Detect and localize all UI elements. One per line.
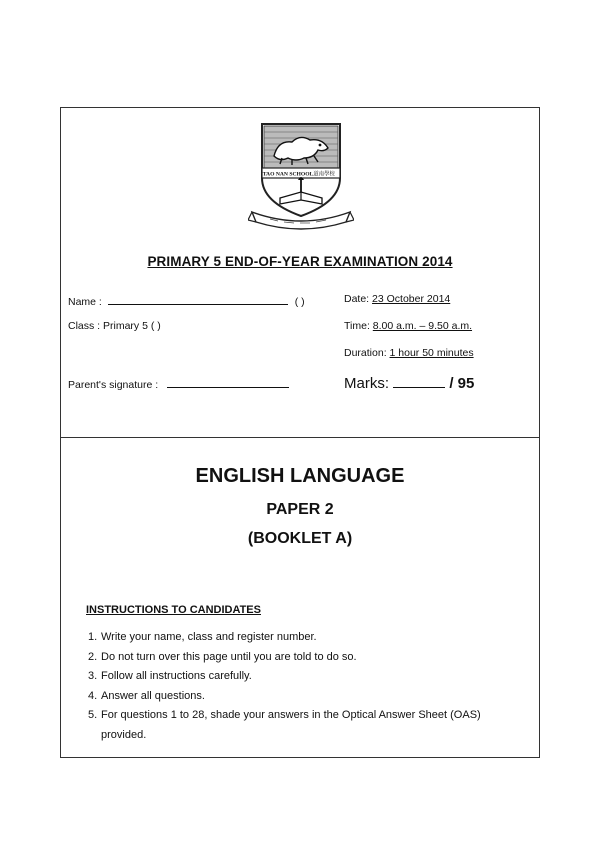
instruction-number: 4. bbox=[88, 689, 98, 702]
instruction-number: 3. bbox=[88, 670, 98, 682]
marks-field bbox=[344, 374, 474, 392]
duration-label: Duration: bbox=[344, 347, 387, 359]
marks-total: / 95 bbox=[449, 375, 475, 392]
instruction-text: For questions 1 to 28, shade your answers in the Optical Answer Sheet (OAS) provided. bbox=[101, 709, 481, 741]
instruction-item bbox=[88, 648, 518, 668]
booklet-label: (BOOKLET A) bbox=[247, 530, 353, 547]
instruction-item bbox=[88, 706, 518, 745]
time-label: Time: bbox=[344, 320, 370, 332]
class-label: Class : Primary 5 ( ) bbox=[68, 320, 161, 332]
exam-title: PRIMARY 5 END-OF-YEAR EXAMINATION 2014 bbox=[147, 254, 453, 269]
instructions-heading: INSTRUCTIONS TO CANDIDATES bbox=[86, 604, 261, 616]
crest-school-name: TAO NAN SCHOOL bbox=[262, 171, 314, 178]
marks-blank bbox=[393, 374, 445, 388]
register-number-parens: ( ) bbox=[294, 296, 305, 308]
instruction-item bbox=[88, 628, 518, 648]
duration-value: 1 hour 50 minutes bbox=[389, 347, 474, 359]
instruction-number: 2. bbox=[88, 650, 98, 663]
name-label: Name : bbox=[68, 296, 102, 308]
duration-field bbox=[344, 347, 474, 359]
date-label: Date: bbox=[344, 293, 370, 305]
instructions-list bbox=[88, 628, 518, 745]
class-field bbox=[68, 320, 161, 332]
parent-signature-label: Parent's signature : bbox=[68, 379, 159, 391]
instruction-number: 1. bbox=[88, 631, 98, 643]
instruction-item bbox=[88, 687, 518, 707]
name-field bbox=[68, 293, 305, 308]
instruction-text: Answer all questions. bbox=[101, 689, 205, 702]
date-value: 23 October 2014 bbox=[372, 293, 451, 305]
instruction-text: Follow all instructions carefully. bbox=[101, 670, 252, 682]
subject-title: ENGLISH LANGUAGE bbox=[195, 465, 405, 487]
instruction-text: Write your name, class and register number. bbox=[101, 631, 317, 643]
section-divider bbox=[60, 437, 540, 438]
instruction-text: Do not turn over this page until you are told to do so. bbox=[101, 650, 357, 663]
marks-label: Marks: bbox=[344, 375, 389, 392]
name-blank bbox=[108, 293, 288, 305]
parent-signature-blank bbox=[167, 376, 289, 388]
instruction-item bbox=[88, 667, 518, 687]
instruction-number: 5. bbox=[88, 709, 98, 721]
date-field bbox=[344, 293, 450, 305]
crest-chinese-name: 道南學校 bbox=[313, 171, 335, 178]
time-value: 8.00 a.m. – 9.50 a.m. bbox=[372, 320, 473, 332]
time-field bbox=[344, 320, 472, 332]
paper-number: PAPER 2 bbox=[266, 501, 334, 518]
school-crest-icon bbox=[248, 118, 354, 230]
parent-signature-field bbox=[68, 376, 289, 391]
